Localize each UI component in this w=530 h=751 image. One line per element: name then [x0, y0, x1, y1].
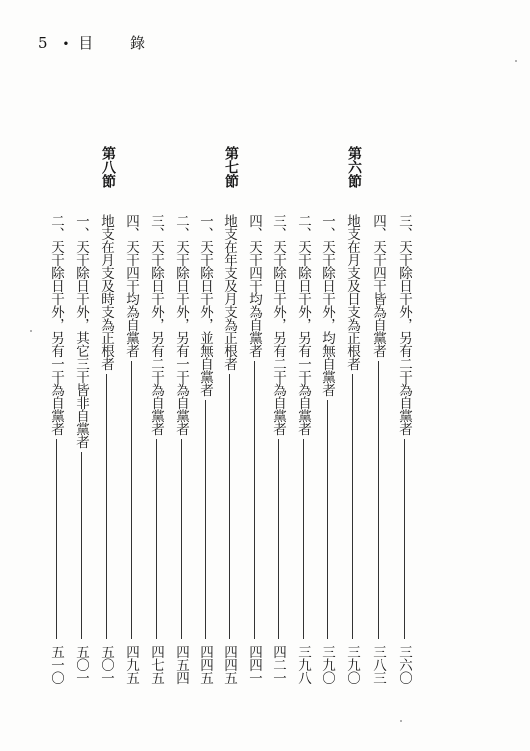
header-title-lu: 錄: [129, 34, 146, 52]
dot-leader: [205, 400, 206, 639]
entry-title: 三、天干除日干外，另有二干為自黨者: [270, 214, 286, 435]
dot-leader: [378, 361, 379, 639]
entry-page: 四二一: [270, 645, 286, 684]
entry-page: 四四一: [246, 645, 262, 684]
entry-page: 五〇一: [98, 645, 114, 684]
entry-page: 五〇一: [73, 645, 89, 684]
scan-speck: [515, 60, 517, 62]
dot-leader: [131, 361, 132, 639]
entry-title: 地支在月支及時支為正根者: [98, 214, 114, 370]
entry-page: 三九〇: [319, 645, 335, 684]
dot-leader: [106, 374, 107, 639]
toc-entry[interactable]: [316, 214, 338, 684]
entry-title: 二、天干除日干外，另有一干為自黨者: [173, 214, 189, 435]
entry-page: 三八三: [370, 645, 386, 684]
entry-title: 三、天干除日干外，另有二干為自黨者: [148, 214, 164, 435]
dot-leader: [156, 439, 157, 639]
toc-entry[interactable]: [194, 214, 216, 684]
section-6-heading: 第六節: [346, 146, 362, 188]
entry-title: 四、天干四干均為自黨者: [123, 214, 139, 357]
entry-title: 三、天干除日干外，另有二干為自黨者: [396, 214, 412, 435]
toc-entry[interactable]: [45, 214, 67, 684]
section-7-heading: 第七節: [223, 146, 239, 188]
dot-leader: [303, 439, 304, 639]
dot-leader: [327, 400, 328, 639]
entry-page: 三九八: [295, 645, 311, 684]
page-number: 5: [38, 34, 49, 52]
entry-title: 一、天干除日干外，均無自黨者: [319, 214, 335, 396]
dot-leader: [278, 439, 279, 639]
dot-leader: [81, 452, 82, 639]
toc-entry[interactable]: [267, 214, 289, 684]
toc-entry[interactable]: [218, 214, 240, 684]
dot-leader: [254, 361, 255, 639]
header-title-mu: 目: [78, 34, 95, 52]
entry-title: 一、天干除日干外，並無自黨者: [197, 214, 213, 396]
toc-entry[interactable]: [170, 214, 192, 684]
entry-title: 一、天干除日干外，其它三干皆非自黨者: [73, 214, 89, 448]
toc-entry[interactable]: [70, 214, 92, 684]
page-header: [38, 32, 146, 53]
toc-entry[interactable]: [292, 214, 314, 684]
entry-title: 二、天干除日干外，另有一干為自黨者: [295, 214, 311, 435]
entry-page: 四四五: [221, 645, 237, 684]
dot-leader: [181, 439, 182, 639]
toc-entry[interactable]: [145, 214, 167, 684]
entry-title: 地支在年支及月支為正根者: [221, 214, 237, 370]
entry-title: 二、天干除日干外，另有一干為自黨者: [48, 214, 64, 435]
dot-leader: [404, 439, 405, 639]
dot-leader: [229, 374, 230, 639]
entry-page: 三九〇: [344, 645, 360, 684]
entry-page: 三六〇: [396, 645, 412, 684]
toc-entry[interactable]: [367, 214, 389, 684]
toc-entry[interactable]: [393, 214, 415, 684]
dot-leader: [56, 439, 57, 639]
entry-title: 四、天干四干均為自黨者: [246, 214, 262, 357]
toc-entry[interactable]: [243, 214, 265, 684]
entry-page: 四九五: [123, 645, 139, 684]
section-8-heading: 第八節: [100, 146, 116, 188]
toc-entry[interactable]: [341, 214, 363, 684]
toc-entry[interactable]: [95, 214, 117, 684]
entry-page: 四四五: [197, 645, 213, 684]
dot-leader: [352, 374, 353, 639]
entry-page: 四五四: [173, 645, 189, 684]
scan-speck: [30, 330, 32, 332]
scan-speck: [400, 720, 402, 722]
header-bullet: •: [62, 37, 71, 51]
toc-entry[interactable]: [120, 214, 142, 684]
entry-title: 四、天干四干皆為自黨者: [370, 214, 386, 357]
entry-page: 五一〇: [48, 645, 64, 684]
entry-page: 四七五: [148, 645, 164, 684]
entry-title: 地支在月支及日支為正根者: [344, 214, 360, 370]
